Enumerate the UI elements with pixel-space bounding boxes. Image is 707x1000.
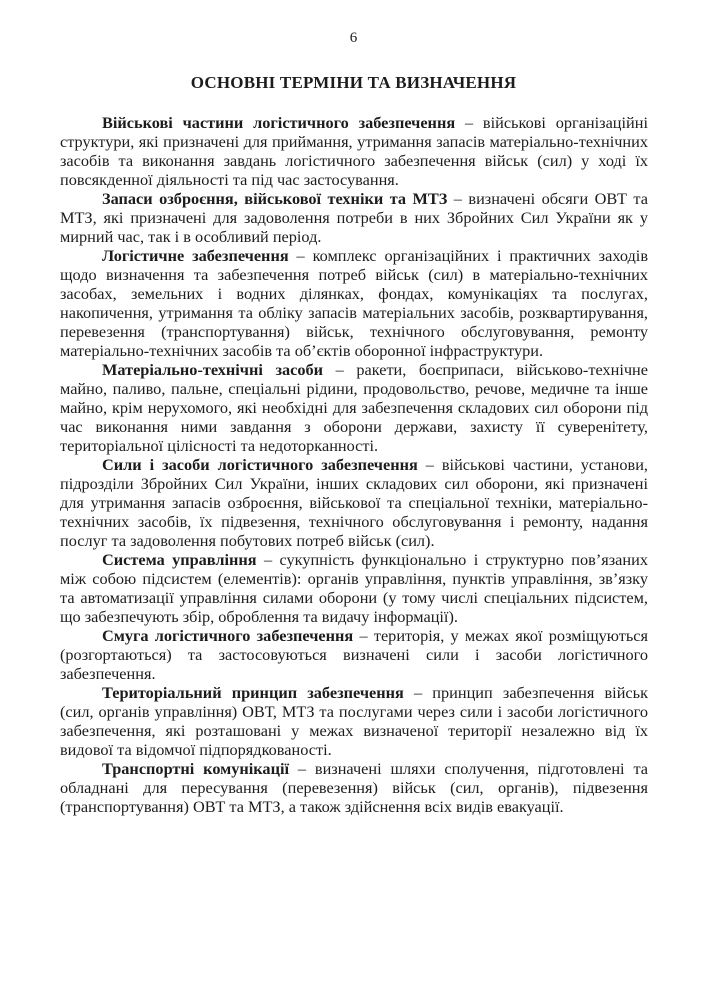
- term-definition: – визначені обсяги ОВТ та МТЗ, які призначені для задоволення потреби в них Збройних Сил України як у мирний час, так і в особливий період.: [60, 189, 648, 246]
- term-name: Військові частини логістичного забезпечення: [102, 113, 456, 132]
- term-paragraph: [60, 626, 648, 683]
- term-definition: – сукупність функціонально і структурно пов’язаних між собою підсистем (елементів): органів управління, пунктів управління, зв’язку та автоматизації управління силами оборони (у тому числі спеціальних підсистем, що забезпечують збір, оброблення та видачу інформації).: [60, 550, 648, 626]
- term-paragraph: [60, 189, 648, 246]
- terms-section: [60, 113, 648, 816]
- term-name: Територіальний принцип забезпечення: [102, 683, 404, 702]
- term-paragraph: [60, 113, 648, 189]
- page-title: ОСНОВНІ ТЕРМІНИ ТА ВИЗНАЧЕННЯ: [190, 73, 517, 92]
- term-name: Система управління: [102, 550, 257, 569]
- term-name: Матеріально-технічні засоби: [102, 360, 324, 379]
- term-paragraph: [60, 455, 648, 550]
- term-paragraph: [60, 550, 648, 626]
- term-definition: – принцип забезпечення військ (сил, органів управління) ОВТ, МТЗ та послугами через сили і засоби логістичного забезпечення, які розташовані у межах визначеної території незалежно від їх видової та відомчої підпорядкованості.: [60, 683, 648, 759]
- term-definition: – ракети, боєприпаси, військово-технічне майно, паливо, пальне, спеціальні рідини, продовольство, речове, медичне та інше майно, крім нерухомого, які необхідні для забезпечення складових сил оборони під час виконання ними завдання з оборони держави, захисту її суверенітету, територіальної цілісності та недоторканності.: [60, 360, 648, 455]
- term-paragraph: [60, 360, 648, 455]
- term-name: Сили і засоби логістичного забезпечення: [102, 455, 418, 474]
- term-paragraph: [60, 246, 648, 360]
- term-definition: – військові частини, установи, підрозділи Збройних Сил України, інших складових сил оборони, які призначені для утримання запасів озброєння, військової та спеціальної техніки, матеріально-технічних засобів, їх підвезення, технічного обслуговування і ремонту, надання послуг та задоволення побутових потреб військ (сил).: [60, 455, 649, 550]
- term-definition: – територія, у межах якої розміщуються (розгортаються) та застосовуються визначені сили і засоби логістичного забезпечення.: [60, 626, 648, 683]
- term-paragraph: [60, 683, 648, 759]
- term-name: Транспортні комунікації: [102, 759, 289, 778]
- term-definition: – визначені шляхи сполучення, підготовлені та обладнані для пересування (перевезення) військ (сил, органів), підвезення (транспортування) ОВТ та МТЗ, а також здійснення всіх видів евакуації.: [60, 759, 648, 816]
- page-number: 6: [349, 30, 358, 46]
- term-name: Запаси озброєння, військової техніки та МТЗ: [102, 189, 448, 208]
- term-paragraph: [60, 759, 648, 816]
- term-name: Логістичне забезпечення: [102, 246, 289, 265]
- term-definition: – комплекс організаційних і практичних заходів щодо визначення та забезпечення потреб військ (сил) в матеріально-технічних засобах, земельних і водних ділянках, фондах, комунікаціях та послугах, накопичення, утримання та обліку запасів матеріальних засобів, розквартирування, перевезення (транспортування) військ, технічного обслуговування, ремонту матеріально-технічних засобів та об’єктів оборонної інфраструктури.: [60, 246, 649, 360]
- term-name: Смуга логістичного забезпечення: [102, 626, 354, 645]
- term-definition: – військові організаційні структури, які призначені для приймання, утримання запасів матеріально-технічних засобів та виконання завдань логістичного забезпечення військ (сил) у ході їх повсякденної діяльності та під час застосування.: [60, 113, 648, 189]
